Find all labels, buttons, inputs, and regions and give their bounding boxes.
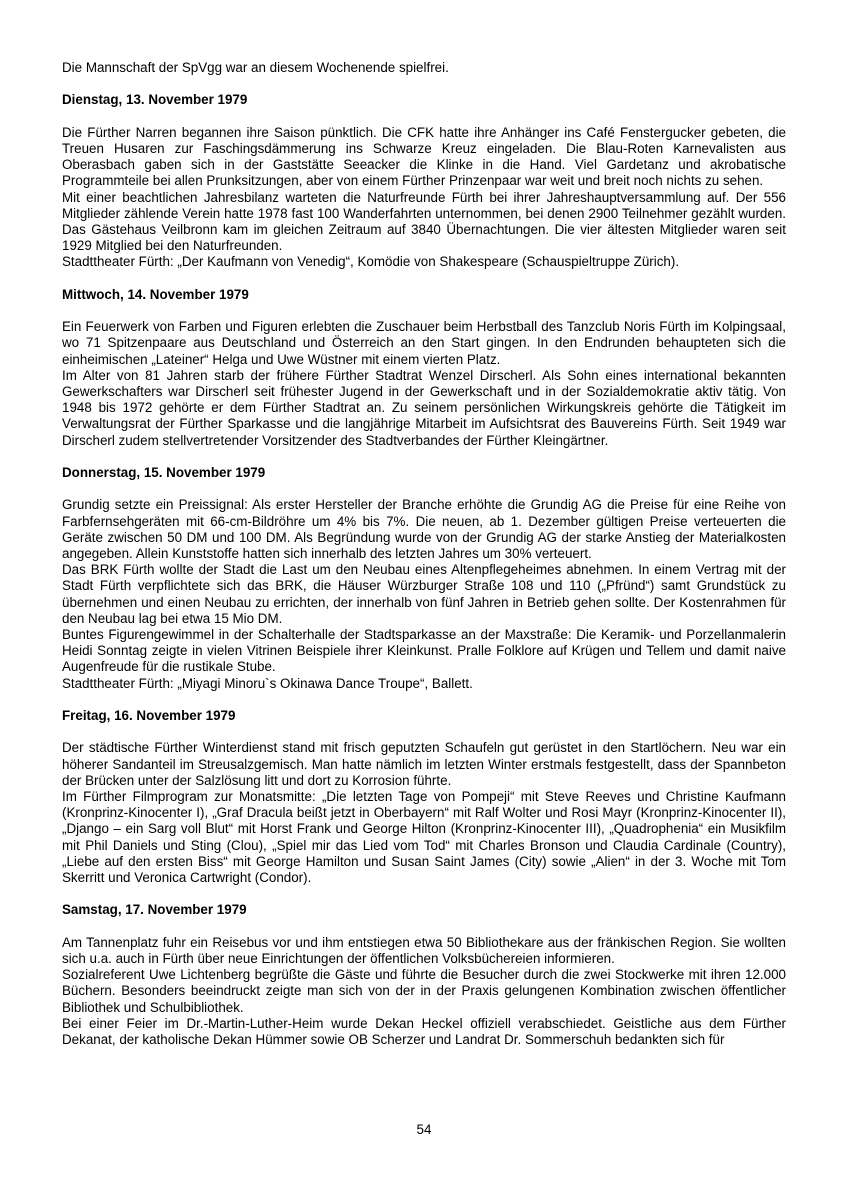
text-paragraph: Das BRK Fürth wollte der Stadt die Last um den Neubau eines Altenpflegeheimes abnehmen. In einem Vertrag mit der Stadt Fürth verpflichtete sich das BRK, die Häuser Würzburger Straße 108 und 110 („Pfründ“) samt Grundstück zu übernehmen und einen Neubau zu errichten, der innerhalb von fünf Jahren in Betrieb gehen sollte. Der Kostenrahmen für den Neubau lag bei etwa 15 Mio DM. [62, 562, 786, 626]
date-heading: Donnerstag, 15. November 1979 [62, 465, 266, 480]
text-paragraph: Der städtische Fürther Winterdienst stand mit frisch geputzten Schaufeln gut gerüstet in den Startlöchern. Neu war ein höherer Sandanteil im Streusalzgemisch. Man hatte nämlich im letzten Winter erstmals festgestellt, dass der Spannbeton der Brücken unter der Salzlösung litt und dort zu Korrosion führte. [62, 740, 786, 788]
text-paragraph: Stadttheater Fürth: „Der Kaufmann von Venedig“, Komödie von Shakespeare (Schauspieltruppe Zürich). [62, 254, 680, 270]
text-paragraph: Die Fürther Narren begannen ihre Saison pünktlich. Die CFK hatte ihre Anhänger ins Café Fenstergucker gebeten, die Treuen Husaren zur Faschingsdämmerung ins Schwarze Kreuz eingeladen. Die Blau-Roten Karnevalisten aus Oberasbach gaben sich in der Gaststätte Seeacker die Klinke in die Hand. Viel Gardetanz und akrobatische Programmteile bei allen Prunksitzungen, aber von einem Fürther Prinzenpaar war weit und breit noch nichts zu sehen. [62, 124, 786, 189]
text-paragraph: Ein Feuerwerk von Farben und Figuren erlebten die Zuschauer beim Herbstball des Tanzclub Noris Fürth im Kolpingsaal, wo 71 Spitzenpaare aus Deutschland und Österreich an den Start gingen. In den Endrunden behaupteten sich die einheimischen „Lateiner“ Helga und Uwe Wüstner mit einem vierten Platz. [62, 319, 786, 367]
text-paragraph: Im Alter von 81 Jahren starb der frühere Fürther Stadtrat Wenzel Dirscherl. Als Sohn eines international bekannten Gewerkschafters war Dirscherl seit frühester Jugend in der Gewerkschaft und in der Sozialdemokratie aktiv tätig. Von 1948 bis 1972 gehörte er dem Fürther Stadtrat an. Zu seinem persönlichen Wirkungskreis gehörte die Tätigkeit im Verwaltungsrat der Fürther Sparkasse und die langjährige Mitarbeit im Aufsichtsrat des Bauvereins Fürth. Seit 1949 war Dirscherl zudem stellvertretender Vorsitzender des Stadtverbandes der Fürther Kleingärtner. [62, 367, 786, 448]
document-body [62, 60, 786, 1048]
page-number: 54 [416, 1121, 432, 1137]
date-heading: Mittwoch, 14. November 1979 [62, 286, 249, 302]
date-heading: Freitag, 16. November 1979 [62, 708, 236, 724]
text-paragraph: Mit einer beachtlichen Jahresbilanz warteten die Naturfreunde Fürth bei ihrer Jahreshauptversammlung auf. Der 556 Mitglieder zählende Verein hatte 1978 fast 100 Wanderfahrten unternommen, bei denen 2900 Teilnehmer gezählt wurden. Das Gästehaus Veilbronn kam im gleichen Zeitraum auf 3840 Übernachtungen. Die vier ältesten Mitglieder waren seit 1929 Mitglied bei den Naturfreunden. [62, 189, 786, 254]
text-paragraph: Grundig setzte ein Preissignal: Als erster Hersteller der Branche erhöhte die Grundig AG die Preise für eine Reihe von Farbfernsehgeräten mit 66-cm-Bildröhre um 4% bis 7%. Die neuen, ab 1. Dezember gültigen Preise verteuerten die Geräte zwischen 50 DM und 100 DM. Als Begründung wurde von der Grundig AG der starke Anstieg der Materialkosten angegeben. Allein Kunststoffe hatten sich innerhalb des letzten Jahres um 30% verteuert. [62, 497, 786, 561]
text-paragraph: Am Tannenplatz fuhr ein Reisebus vor und ihm entstiegen etwa 50 Bibliothekare aus der fränkischen Region. Sie wollten sich u.a. auch in Fürth über neue Einrichtungen der öffentlichen Volksbüchereien informieren. [62, 934, 786, 967]
text-paragraph: Stadttheater Fürth: „Miyagi Minoru`s Okinawa Dance Troupe“, Ballett. [62, 675, 473, 691]
text-paragraph: Im Fürther Filmprogram zur Monatsmitte: „Die letzten Tage von Pompeji“ mit Steve Reeves und Christine Kaufmann (Kronprinz-Kinocenter I), „Graf Dracula beißt jetzt in Oberbayern“ mit Ralf Wolter und Rosi Mayr (Kronprinz-Kinocenter II), „Django – ein Sarg voll Blut“ mit Horst Frank und George Hilton (Kronprinz-Kinocenter III), „Quadrophenia“ ein Musikfilm mit Phil Daniels und Sting (Clou), „Spiel mir das Lied vom Tod“ mit Charles Bronson und Claudia Cardinale (Country), „Liebe auf den ersten Biss“ mit George Hamilton und Susan Saint James (City) sowie „Alien“ in der 3. Woche mit Tom Skerritt und Veronica Cartwright (Condor). [62, 789, 786, 886]
text-paragraph: Buntes Figurengewimmel in der Schalterhalle der Stadtsparkasse an der Maxstraße: Die Keramik- und Porzellanmalerin Heidi Sonntag zeigte in vielen Vitrinen Beispiele ihrer Kleinkunst. Pralle Folklore auf Krügen und Tellem und damit naive Augenfreude für die rustikale Stube. [62, 627, 786, 675]
page-footer [0, 1122, 848, 1138]
text-paragraph: Sozialreferent Uwe Lichtenberg begrüßte die Gäste und führte die Besucher durch die zwei Stockwerke mit ihren 12.000 Büchern. Besonders beeindruckt zeigte man sich von der in der Praxis gelungenen Kombination zwischen öffentlicher Bibliothek und Schulbibliothek. [62, 967, 786, 1015]
date-heading: Dienstag, 13. November 1979 [62, 92, 248, 108]
text-paragraph: Bei einer Feier im Dr.-Martin-Luther-Heim wurde Dekan Heckel offiziell verabschiedet. Geistliche aus dem Fürther Dekanat, der katholische Dekan Hümmer sowie OB Scherzer und Landrat Dr. Sommerschuh bedankten sich für [62, 1015, 786, 1048]
date-heading: Samstag, 17. November 1979 [62, 902, 247, 918]
text-paragraph: Die Mannschaft der SpVgg war an diesem Wochenende spielfrei. [62, 60, 449, 75]
